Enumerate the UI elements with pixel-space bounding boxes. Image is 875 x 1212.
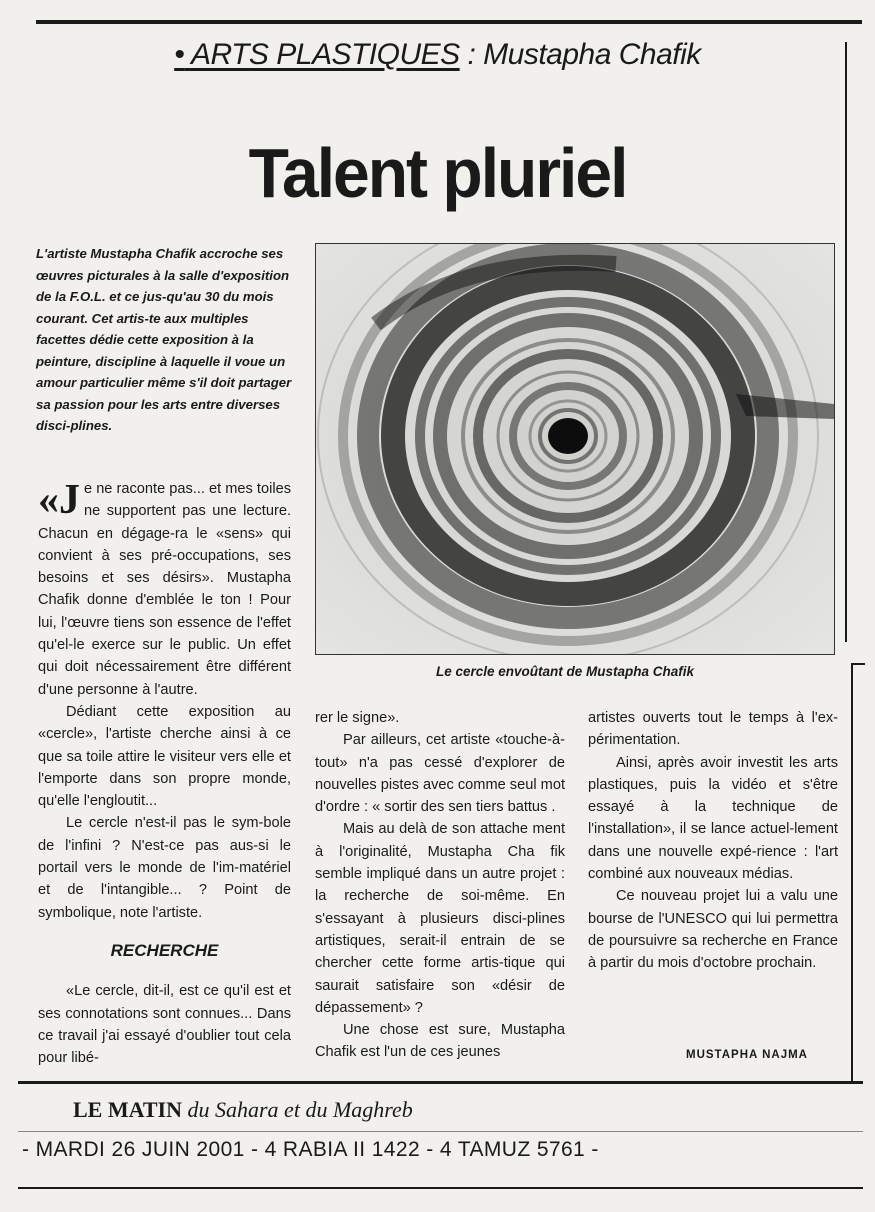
column2-paragraph-2: Par ailleurs, cet artiste «touche-à-tout» n'a pas cessé d'explorer de nouvelles pistes avec comme seul mot d'ordre : « sortir des sen tiers battus . <box>315 732 565 816</box>
subhead-recherche: RECHERCHE <box>110 940 219 960</box>
kicker-separator: : <box>459 38 484 71</box>
column-2 <box>315 707 565 1064</box>
photo-caption: Le cercle envoûtant de Mustapha Chafik <box>435 664 695 679</box>
column1-text-1: e ne raconte pas... et mes toiles ne supportent pas une lecture. Chacun en dégage-ra le «sens» qui convient à ses pré-occupations, ses besoins et ses désirs». Mustapha Chafik donne d'emblée le ton ! Pour lui, l'œuvre tiens son essence de l'effet qu'el-le exerce sur le public. Un effet qui doit nécessairement être différent d'une personne à l'autre. <box>38 481 291 698</box>
newspaper-masthead <box>73 1097 413 1123</box>
column-1 <box>38 478 291 1069</box>
column1-paragraph-1 <box>38 478 291 701</box>
top-rule <box>36 20 862 24</box>
kicker-section: ARTS PLASTIQUES <box>190 38 460 71</box>
column3-paragraph-2: Ainsi, après avoir investit les arts plastiques, puis la vidéo et s'être essayé à la technique de l'installation», il se lance actuel-lement dans une nouvelle expé-rience : l'art combiné aux nouveaux médias. <box>588 754 838 883</box>
section-kicker <box>0 38 875 72</box>
kicker-subject: Mustapha Chafik <box>483 38 701 71</box>
column2-paragraph-4: Une chose est sure, Mustapha Chafik est l'un de ces jeunes <box>315 1022 565 1061</box>
headline: Talent pluriel <box>248 134 627 212</box>
bottom-rule <box>18 1081 863 1084</box>
column2-paragraph-1: rer le signe». <box>315 710 400 726</box>
masthead-rest: du Sahara et du Maghreb <box>187 1097 413 1122</box>
masthead-name: LE MATIN <box>73 1097 182 1122</box>
artwork-photo <box>315 243 835 655</box>
column3-paragraph-1: artistes ouverts tout le temps à l'ex-périmentation. <box>588 710 838 749</box>
column-3 <box>588 707 838 975</box>
concentric-circles-artwork <box>316 244 834 654</box>
dateline: - MARDI 26 JUIN 2001 - 4 RABIA II 1422 - 4 TAMUZ 5761 - <box>22 1138 599 1161</box>
column1-paragraph-2: Dédiant cette exposition au «cercle», l'artiste cherche ainsi à ce que sa toile attire le visiteur vers elle et l'emporte dans son propre monde, qu'elle l'engloutit... <box>38 703 291 810</box>
author-signature: MUSTAPHA NAJMA <box>686 1049 808 1061</box>
column3-paragraph-3: Ce nouveau projet lui a valu une bourse de l'UNESCO qui lui permettra de poursuivre sa recherche en France à partir du mois d'octobre prochain. <box>588 888 838 972</box>
column1-paragraph-4: «Le cercle, dit-il, est ce qu'il est et ses connotations sont connues... Dans ce travail j'ai essayé d'oublier tout cela pour libé- <box>38 983 291 1067</box>
column1-paragraph-3: Le cercle n'est-il pas le sym-bole de l'infini ? N'est-ce pas aus-si le portail vers le monde de l'im-matériel et de l'intangible... ? Point de symbolique, note l'artiste. <box>38 815 291 921</box>
footer-rule <box>18 1187 863 1189</box>
right-border <box>845 42 847 642</box>
kicker-bullet: • <box>174 38 185 71</box>
article-lead: L'artiste Mustapha Chafik accroche ses œuvres picturales à la salle d'exposition de la F.O.L. et ce jus-qu'au 30 du mois courant. Cet artis-te aux multiples facettes dédie cette exposition à la peinture, discipline à laquelle il voue un amour particulier même s'il doit partager sa passion pour les arts entre diverses disci-plines. <box>36 246 292 433</box>
masthead-rule <box>18 1131 863 1132</box>
column2-paragraph-3: Mais au delà de son attache ment à l'originalité, Mustapha Cha fik semble impliqué dans un autre projet : la recherche de soi-même. En s'essayant à plusieurs disci-plines artistiques, serait-il entrain de se chercher cette forme artis-tique qui saurait satisfaire son «désir de dépassement» ? <box>315 821 565 1016</box>
dropcap: «J <box>38 477 80 523</box>
right-border-lower <box>851 663 853 1083</box>
right-border-tick <box>851 663 865 665</box>
